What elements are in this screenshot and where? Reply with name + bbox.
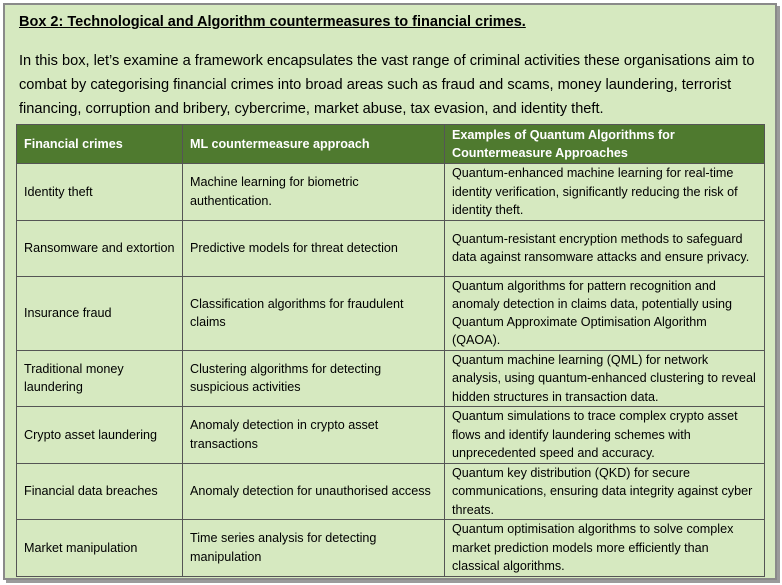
- header-financial-crimes: Financial crimes: [17, 125, 183, 164]
- countermeasures-table: [16, 124, 765, 577]
- ml-approach-cell: Classification algorithms for fraudulent claims: [183, 276, 445, 350]
- quantum-example-cell: Quantum-enhanced machine learning for real-time identity verification, significantly reducing the risk of identity theft.: [445, 164, 765, 221]
- ml-approach-cell: Predictive models for threat detection: [183, 220, 445, 276]
- quantum-example-cell: Quantum simulations to trace complex crypto asset flows and identify laundering schemes with unprecedented speed and accuracy.: [445, 407, 765, 464]
- table-row: [17, 220, 765, 276]
- header-quantum-examples: Examples of Quantum Algorithms for Countermeasure Approaches: [445, 125, 765, 164]
- ml-approach-cell: Clustering algorithms for detecting suspicious activities: [183, 350, 445, 407]
- crime-cell: Identity theft: [17, 164, 183, 221]
- intro-paragraph: In this box, let’s examine a framework encapsulates the vast range of criminal activities these organisations aim to combat by categorising financial crimes into broad areas such as fraud and scams, money laundering, terrorist financing, corruption and bribery, cybercrime, market abuse, tax evasion, and identity theft.: [19, 53, 755, 117]
- crime-cell: Crypto asset laundering: [17, 407, 183, 464]
- ml-approach-cell: Anomaly detection in crypto asset transactions: [183, 407, 445, 464]
- table-row: [17, 407, 765, 464]
- table-header-row: [17, 125, 765, 164]
- table-row: [17, 520, 765, 577]
- quantum-example-cell: Quantum optimisation algorithms to solve complex market prediction models more efficiently than classical algorithms.: [445, 520, 765, 577]
- quantum-example-cell: Quantum-resistant encryption methods to safeguard data against ransomware attacks and ensure privacy.: [445, 220, 765, 276]
- table-row: [17, 350, 765, 407]
- ml-approach-cell: Anomaly detection for unauthorised access: [183, 463, 445, 520]
- quantum-example-cell: Quantum algorithms for pattern recognition and anomaly detection in claims data, potentially using Quantum Approximate Optimisation Algorithm (QAOA).: [445, 276, 765, 350]
- quantum-example-cell: Quantum machine learning (QML) for network analysis, using quantum-enhanced clustering to reveal hidden structures in transaction data.: [445, 350, 765, 407]
- table-row: [17, 276, 765, 350]
- crime-cell: Insurance fraud: [17, 276, 183, 350]
- crime-cell: Traditional money laundering: [17, 350, 183, 407]
- header-ml-approach: ML countermeasure approach: [183, 125, 445, 164]
- crime-cell: Market manipulation: [17, 520, 183, 577]
- crime-cell: Financial data breaches: [17, 463, 183, 520]
- ml-approach-cell: Machine learning for biometric authentication.: [183, 164, 445, 221]
- box-title: Box 2: Technological and Algorithm countermeasures to financial crimes.: [19, 14, 526, 30]
- ml-approach-cell: Time series analysis for detecting manipulation: [183, 520, 445, 577]
- table-row: [17, 463, 765, 520]
- quantum-example-cell: Quantum key distribution (QKD) for secure communications, ensuring data integrity against cyber threats.: [445, 463, 765, 520]
- crime-cell: Ransomware and extortion: [17, 220, 183, 276]
- table-row: [17, 164, 765, 221]
